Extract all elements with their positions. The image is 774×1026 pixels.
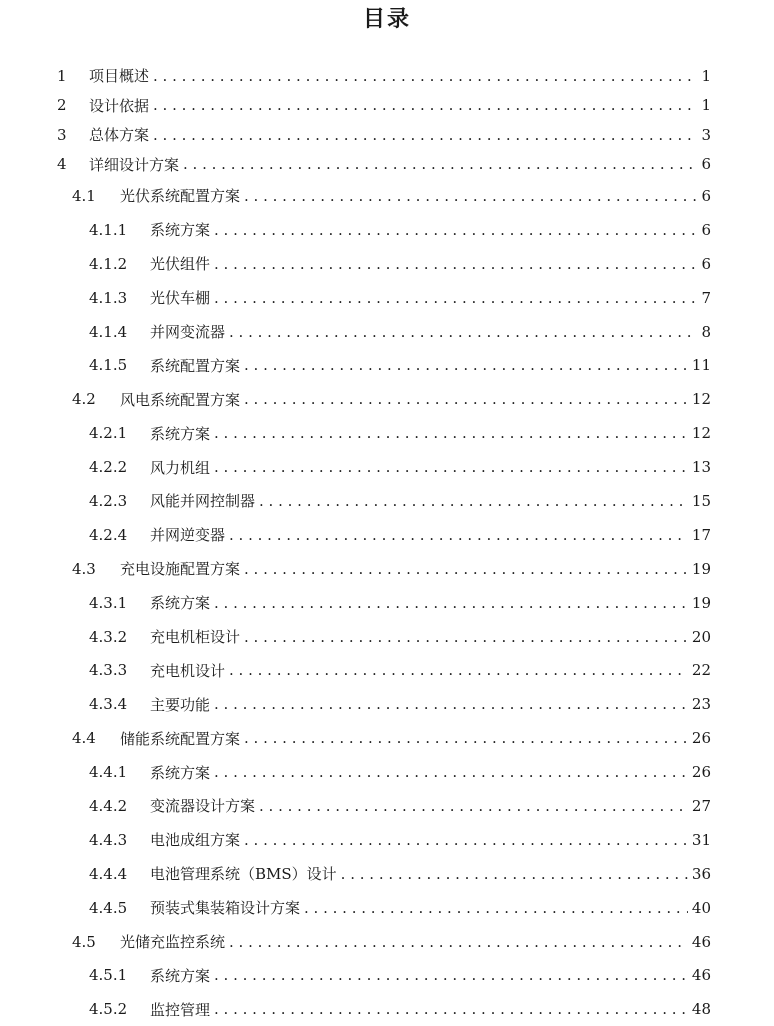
toc-entry-page-number: 26 (691, 729, 711, 748)
toc-entry-line (150, 287, 711, 308)
toc-entry-line (150, 897, 711, 918)
toc-dot-leader (244, 628, 688, 646)
toc-entry-number: 4.4.1 (89, 763, 128, 782)
toc-entry-line (150, 321, 711, 342)
toc-entry[interactable] (0, 61, 774, 91)
toc-entry[interactable] (0, 450, 774, 484)
table-of-contents (0, 61, 774, 1026)
toc-entry-label: 主要功能 (150, 695, 211, 714)
toc-entry-number: 4.2.4 (89, 525, 128, 544)
toc-entry-number: 4.1.3 (89, 288, 128, 307)
toc-entry-number: 4.2 (72, 390, 96, 409)
toc-entry-page-number: 12 (691, 390, 711, 409)
toc-dot-leader (229, 933, 688, 951)
page-title: 目录 (362, 6, 411, 32)
toc-dot-leader (229, 323, 697, 341)
toc-entry[interactable] (0, 755, 774, 789)
toc-entry-number: 4.4 (72, 729, 96, 748)
toc-dot-leader (214, 1000, 688, 1018)
toc-entry-line (150, 219, 711, 240)
toc-entry-label: 系统方案 (150, 594, 211, 613)
toc-entry-label: 项目概述 (89, 67, 150, 86)
toc-entry[interactable] (0, 857, 774, 891)
toc-entry-label: 光伏组件 (150, 255, 211, 274)
toc-entry-line (120, 931, 711, 952)
toc-entry-page-number: 8 (701, 322, 711, 341)
toc-entry-label: 系统方案 (150, 221, 211, 240)
toc-dot-leader (214, 594, 688, 612)
toc-entry-label: 总体方案 (89, 126, 150, 145)
toc-dot-leader (244, 356, 688, 374)
toc-entry-label: 系统方案 (150, 966, 211, 985)
toc-entry-page-number: 6 (701, 186, 711, 205)
toc-entry[interactable] (0, 315, 774, 349)
toc-entry-line (150, 524, 711, 545)
toc-entry[interactable] (0, 348, 774, 382)
toc-entry-number: 4.3 (72, 559, 96, 578)
toc-entry-number: 4.1.4 (89, 322, 128, 341)
toc-entry-number: 4.5.1 (89, 966, 128, 985)
toc-dot-leader (229, 661, 688, 679)
toc-entry-line (150, 660, 711, 681)
toc-entry[interactable] (0, 552, 774, 586)
toc-entry-page-number: 6 (701, 254, 711, 273)
toc-dot-leader (214, 966, 688, 984)
toc-entry[interactable] (0, 925, 774, 959)
toc-entry-line (89, 154, 711, 175)
toc-entry-page-number: 23 (691, 695, 711, 714)
toc-entry-line (89, 65, 711, 86)
toc-entry-line (150, 762, 711, 783)
toc-entry-line (120, 185, 711, 206)
toc-entry-line (150, 457, 711, 478)
toc-entry-number: 4.4.4 (89, 864, 128, 883)
toc-entry-line (120, 389, 711, 410)
toc-entry-page-number: 19 (691, 559, 711, 578)
toc-entry-line (150, 795, 711, 816)
toc-entry-page-number: 13 (691, 458, 711, 477)
toc-entry-number: 4.5.2 (89, 1000, 128, 1019)
toc-entry-page-number: 3 (701, 125, 711, 144)
toc-dot-leader (214, 289, 697, 307)
toc-entry-number: 4.2.1 (89, 424, 128, 443)
toc-entry-number: 4.2.2 (89, 458, 128, 477)
toc-entry-number: 4.4.5 (89, 898, 128, 917)
toc-dot-leader (214, 458, 688, 476)
toc-dot-leader (259, 492, 688, 510)
toc-entry[interactable] (0, 484, 774, 518)
toc-entry-label: 变流器设计方案 (150, 797, 256, 816)
toc-entry[interactable] (0, 120, 774, 150)
toc-entry[interactable] (0, 891, 774, 925)
toc-dot-leader (229, 526, 688, 544)
toc-entry-page-number: 19 (691, 593, 711, 612)
toc-entry[interactable] (0, 179, 774, 213)
toc-dot-leader (153, 126, 697, 144)
toc-entry[interactable] (0, 721, 774, 755)
toc-entry-page-number: 12 (691, 424, 711, 443)
toc-entry-number: 3 (57, 125, 67, 144)
toc-entry-number: 4.1.5 (89, 356, 128, 375)
toc-entry-number: 2 (57, 96, 67, 115)
toc-entry-label: 电池管理系统（BMS）设计 (150, 865, 337, 884)
toc-entry-line (89, 124, 711, 145)
toc-entry[interactable] (0, 281, 774, 315)
toc-entry-page-number: 7 (701, 288, 711, 307)
toc-entry-label: 电池成组方案 (150, 831, 241, 850)
toc-entry-label: 系统方案 (150, 424, 211, 443)
toc-dot-leader (214, 763, 688, 781)
toc-entry-line (150, 694, 711, 715)
toc-entry-page-number: 22 (691, 661, 711, 680)
toc-entry[interactable] (0, 958, 774, 992)
toc-entry-page-number: 1 (701, 66, 711, 85)
toc-entry-label: 风电系统配置方案 (120, 390, 241, 409)
toc-entry-label: 并网逆变器 (150, 526, 226, 545)
toc-entry[interactable] (0, 213, 774, 247)
toc-entry-page-number: 31 (691, 830, 711, 849)
toc-entry-number: 1 (57, 66, 67, 85)
toc-entry-label: 系统配置方案 (150, 356, 241, 375)
toc-entry-label: 并网变流器 (150, 323, 226, 341)
toc-entry-line (120, 728, 711, 749)
toc-entry-label: 设计依据 (89, 96, 150, 115)
toc-entry-number: 4.1.2 (89, 254, 128, 273)
toc-entry[interactable] (0, 620, 774, 654)
toc-entry-page-number: 48 (691, 1000, 711, 1019)
toc-entry[interactable] (0, 823, 774, 857)
toc-entry-page-number: 15 (691, 491, 711, 510)
toc-entry-line (150, 490, 711, 511)
toc-dot-leader (214, 221, 697, 239)
toc-dot-leader (304, 899, 688, 917)
toc-entry[interactable] (0, 653, 774, 687)
toc-entry-page-number: 46 (691, 966, 711, 985)
toc-entry-page-number: 6 (701, 220, 711, 239)
toc-dot-leader (259, 797, 688, 815)
toc-entry-number: 4.5 (72, 932, 96, 951)
toc-entry-number: 4.2.3 (89, 491, 128, 510)
toc-entry-label: 系统方案 (150, 763, 211, 782)
toc-entry-line (150, 626, 711, 647)
toc-dot-leader (214, 695, 688, 713)
toc-entry-page-number: 26 (691, 763, 711, 782)
toc-entry-label: 充电设施配置方案 (120, 560, 241, 579)
toc-entry[interactable] (0, 518, 774, 552)
toc-entry[interactable] (0, 247, 774, 281)
toc-entry-page-number: 11 (691, 356, 711, 375)
toc-entry-label: 详细设计方案 (89, 155, 180, 174)
toc-entry-line (150, 863, 711, 884)
toc-entry-label: 光伏车棚 (150, 289, 211, 308)
toc-entry-page-number: 27 (691, 796, 711, 815)
toc-entry-page-number: 20 (691, 627, 711, 646)
toc-entry-line (150, 355, 711, 376)
toc-entry[interactable] (0, 789, 774, 823)
toc-entry-line (89, 95, 711, 116)
toc-entry-page-number: 36 (691, 864, 711, 883)
toc-entry-number: 4.3.2 (89, 627, 128, 646)
toc-entry-number: 4.3.4 (89, 695, 128, 714)
toc-dot-leader (341, 865, 688, 883)
toc-entry-label: 风能并网控制器 (150, 492, 256, 511)
toc-dot-leader (244, 729, 688, 747)
toc-entry-number: 4.4.2 (89, 796, 128, 815)
toc-entry-line (150, 829, 711, 850)
toc-entry-label: 监控管理 (150, 1000, 211, 1019)
toc-entry[interactable] (0, 150, 774, 180)
toc-entry-number: 4.3.1 (89, 593, 128, 612)
toc-dot-leader (244, 560, 688, 578)
toc-entry[interactable] (0, 382, 774, 416)
toc-dot-leader (153, 67, 697, 85)
toc-dot-leader (153, 96, 697, 114)
toc-dot-leader (183, 155, 697, 173)
toc-entry[interactable] (0, 416, 774, 450)
toc-entry-label: 充电机柜设计 (150, 628, 241, 647)
toc-entry-line (120, 558, 711, 579)
toc-entry[interactable] (0, 992, 774, 1026)
toc-entry-line (150, 999, 711, 1020)
toc-entry-page-number: 6 (701, 155, 711, 174)
toc-dot-leader (244, 187, 697, 205)
toc-entry-page-number: 1 (701, 96, 711, 115)
toc-entry-label: 风力机组 (150, 458, 211, 477)
toc-dot-leader (214, 255, 697, 273)
toc-entry-label: 光伏系统配置方案 (120, 187, 241, 206)
toc-entry-label: 预装式集装箱设计方案 (150, 899, 301, 918)
toc-entry-page-number: 40 (691, 898, 711, 917)
toc-dot-leader (244, 831, 688, 849)
toc-entry-label: 光储充监控系统 (120, 933, 226, 952)
toc-entry-page-number: 17 (691, 525, 711, 544)
toc-entry-label: 充电机设计 (150, 661, 226, 680)
toc-dot-leader (214, 424, 688, 442)
toc-entry-line (150, 965, 711, 986)
toc-entry-number: 4.1 (72, 186, 96, 205)
toc-entry[interactable] (0, 91, 774, 121)
toc-entry-line (150, 423, 711, 444)
toc-entry-number: 4 (57, 155, 67, 174)
toc-entry-page-number: 46 (691, 932, 711, 951)
toc-entry-line (150, 592, 711, 613)
toc-entry[interactable] (0, 586, 774, 620)
toc-entry-number: 4.1.1 (89, 220, 128, 239)
toc-entry-line (150, 253, 711, 274)
toc-entry-label: 储能系统配置方案 (120, 729, 241, 748)
toc-entry[interactable] (0, 687, 774, 721)
toc-dot-leader (244, 390, 688, 408)
toc-entry-number: 4.4.3 (89, 830, 128, 849)
toc-entry-number: 4.3.3 (89, 661, 128, 680)
